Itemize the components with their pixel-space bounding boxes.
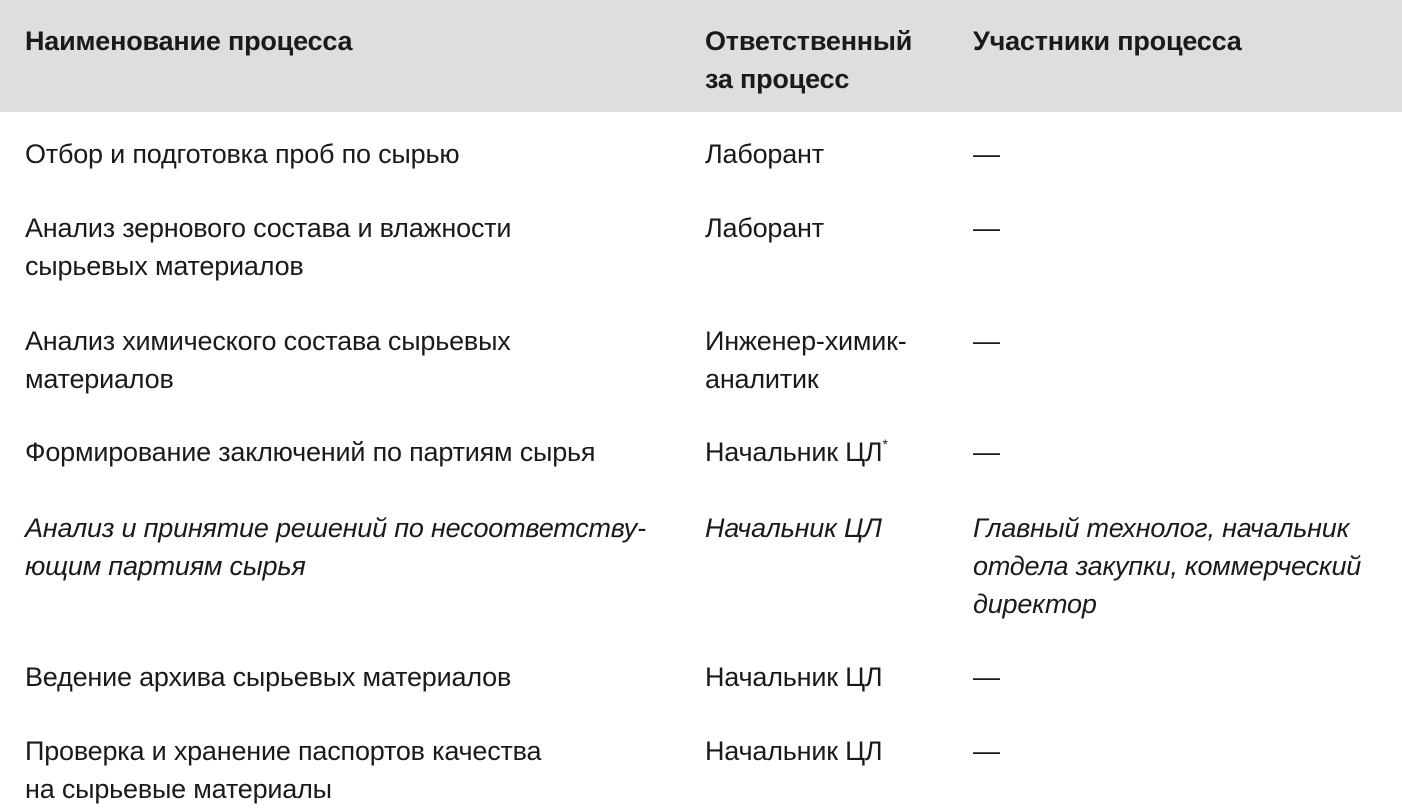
row-7-responsible: Начальник ЦЛ xyxy=(705,736,883,766)
row-6-responsible: Начальник ЦЛ xyxy=(705,662,883,692)
row-2-process: Анализ зернового состава и влажности сырьевых материалов xyxy=(25,213,512,281)
row-1-process: Отбор и подготовка проб по сырью xyxy=(25,139,460,169)
header-responsible: Ответственный за процесс xyxy=(705,26,913,94)
row-3-participants: — xyxy=(973,326,1000,356)
row-4-process: Формирование заключений по партиям сырья xyxy=(25,437,596,467)
row-7-participants: — xyxy=(973,736,1000,766)
row-1-responsible: Лаборант xyxy=(705,139,824,169)
row-2-participants: — xyxy=(973,213,1000,243)
row-1-participants: — xyxy=(973,139,1000,169)
row-5-responsible: Начальник ЦЛ xyxy=(705,513,882,543)
row-6-process: Ведение архива сырьевых материалов xyxy=(25,662,512,692)
row-5-process: Анализ и принятие решений по несоответству- ющим партиям сырья xyxy=(25,513,646,581)
header-participants: Участники процесса xyxy=(973,26,1242,56)
header-process-name: Наименование процесса xyxy=(25,26,353,56)
row-2-responsible: Лаборант xyxy=(705,213,824,243)
row-7-process: Проверка и хранение паспортов качества на сырьевые материалы xyxy=(25,736,542,804)
row-4-responsible: Начальник ЦЛ xyxy=(705,437,883,467)
row-4-participants: — xyxy=(973,437,1000,467)
row-3-process: Анализ химического состава сырьевых материалов xyxy=(25,326,511,394)
row-6-participants: — xyxy=(973,662,1000,692)
row-5-participants: Главный технолог, начальник отдела закупки, коммерческий директор xyxy=(973,513,1362,619)
row-4-responsible-cell xyxy=(705,433,955,471)
row-3-responsible: Инженер-химик- аналитик xyxy=(705,326,907,394)
footnote-mark: * xyxy=(882,436,888,452)
